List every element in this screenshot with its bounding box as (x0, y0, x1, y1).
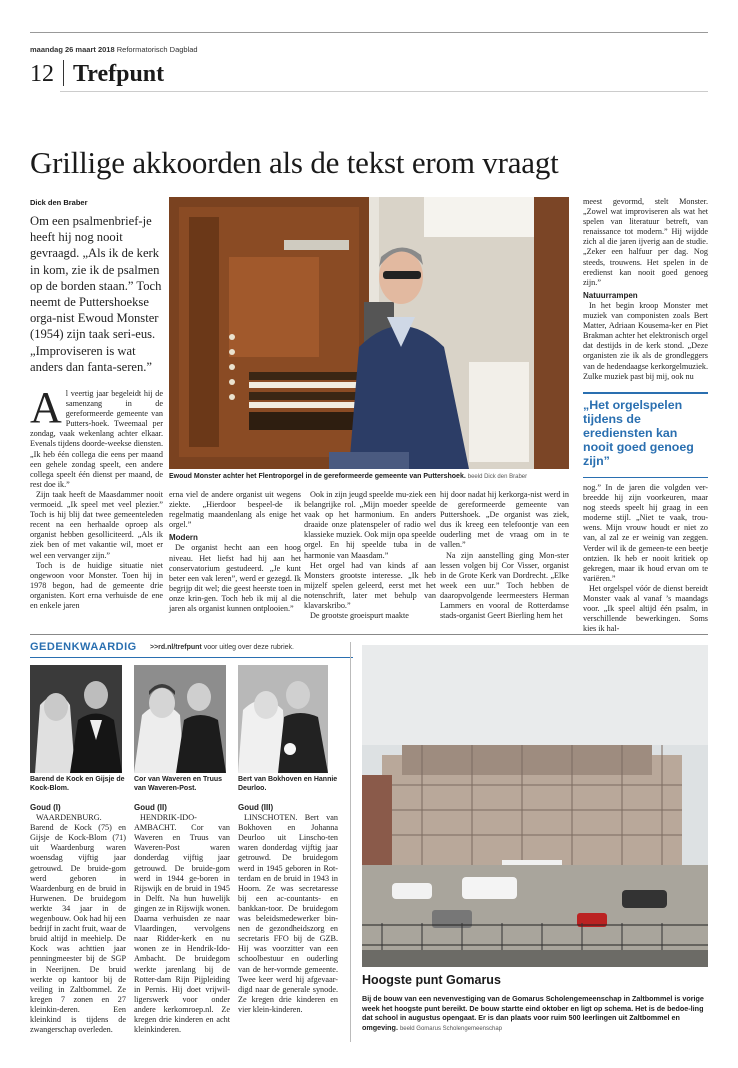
trefpunt-link-text: voor uitleg over deze rubriek. (203, 644, 294, 651)
gomarus-caption (362, 994, 708, 1034)
pullquote-box (583, 392, 708, 478)
page-number: 12 (30, 61, 54, 87)
col5-paragraph-3: nog.” In de jaren die volgden ver-breedde hij zijn voorkeuren, maar nog steeds speelt hij graag in een moderne stijl. „Niet te vaak, trou-wens. Mijn vrouw houdt er niet zo van, al zal ze er weinig van zeggen. Verder wil ik de gemeen-te een beetje ontzien. Ik heb er nooit kritiek op gekregen, maar ik houd ervan om te variëren.” (583, 483, 708, 583)
wedding-caption-1: Barend de Kock en Gijsje de Kock-Blom. (30, 776, 125, 792)
wedding-heading-1: Goud (I) (30, 803, 61, 812)
page-date-line (30, 45, 198, 54)
article-column-5-bottom (583, 483, 708, 634)
paper-name: Reformatorisch Dagblad (116, 45, 198, 54)
wedding-heading-3: Goud (III) (238, 803, 274, 812)
col1-paragraph-2: Zijn taak heeft de Maasdammer nooit vermoeid. „Ik speel met veel plezier.” Toch is hij blij dat twee gemeenteleden recent na een herhaalde oproep als organist hebben gesolliciteerd. „Als ik ziek ben of met vakantie wil, moet er wel een vervanger zijn.” (30, 489, 163, 560)
article-headline: Grillige akkoorden als de tekst erom vraagt (30, 145, 559, 180)
col5-paragraph-4: Het orgelspel vóór de dienst bereidt Monster vaak al vanaf ’s maandags voor. „Ik speel altijd één psalm, in verschillende bewerkingen. Soms kies ik hal- (583, 583, 708, 634)
col2-paragraph-1: erna viel de andere organist uit wegens ziekte. „Hierdoor bespeel-de ik regelmatig maandenlang als enige het orgel.” (169, 490, 301, 530)
wedding-caption-3: Bert van Bokhoven en Hannie Deurloo. (238, 776, 338, 792)
organ-photo (169, 197, 569, 469)
col5-paragraph-2: In het begin kroop Monster met muziek van componisten zoals Bert Matter, Adriaan Kousema-ker en Piet Brakman achter het elektronisch orgel dat destijds in de kerk stond. „Deze organisten zie ik als de grondleggers van de hedendaagse kerkorgelmuziek. Zulke muziek past bij mij, ook nu (583, 300, 708, 381)
col2-paragraph-2: De organist hecht aan een hoog niveau. Het liefst had hij aan het conservatorium gestudeerd. „Je kunt beter een vak leren”, werd er gezegd. Ik begrijp dit wel; die geest heerste toen in onze krin-gen. Toch heb ik mij al die jaren als organist kunnen ontplooien.” (169, 543, 301, 614)
gomarus-text: Bij de bouw van een nevenvestiging van de Gomarus Scholengemeenschap in Zaltbommel is vorige week het hoogste punt bereikt. De bouw startte eind oktober en ligt op schema. Het is de bedoe-ling dat school in augustus opengaat. Er is dan plaats voor ruim 500 leerlingen uit Zaltbommel en omgeving. (362, 994, 704, 1032)
col3-paragraph-2: Het orgel had van kinds af aan Monsters grootste interesse. „Ik heb mijzelf spelen geleerd, eerst met het notenschrift, later met behulp van klavarskribo.” (304, 560, 436, 611)
article-column-2 (169, 490, 301, 620)
wedding-text-3: LINSCHOTEN. Bert van Bokhoven en Johanna Deurloo uit Linscho-ten waren donderdag vijftig jaar getrouwd. De bruidegom werd in 1945 geboren in Rot-terdam en de bruid in 1943 in Hoorn. Ze was secretaresse bij een ac-countants- en bankkan-toor. De bruidegom was beleidsmedewerker bin-nen de gezondheidszorg en secretaris FFO bij de GZB. Hij was voorzitter van een schoolbestuur en ouderling van de her-vormde gemeente. Twee keer werd hij afgevaar-digd naar de generale synode. Ze kregen drie kinderen en vier klein-kinderen. (238, 813, 338, 1014)
wedding-item-1 (30, 800, 126, 1035)
photo-caption-line (169, 472, 569, 482)
photo-credit: beeld Dick den Braber (467, 474, 528, 480)
col1-first-paragraph: l veertig jaar begeleidt hij de samenzang in de gereformeerde gemeente van Putters-hoek. Tweemaal per zondag, vaak wekenlang achter elkaar. Evenals tijdens doorde-weekse diensten. „Ik heb één collega die eens per maand een gehele zondag speelt, een andere collega speelt één dienst per maand, de rest doe ik.” (30, 389, 163, 489)
col4-paragraph-1: hij door nadat hij kerkorga-nist werd in de gereformeerde gemeente van Puttershoek. „De organist was ziek, dus ik kreeg een telefoontje van een ouderling met de vraag om in te vallen.” (440, 490, 569, 550)
construction-photo (362, 645, 708, 967)
wedding-photo-2 (134, 665, 226, 773)
col1-paragraph-3: Toch is de huidige situatie niet ongewoon voor Monster. Toen hij in 1978 begon, had de gemeente drie organisten. Kort erna verhuisde de ene en enkele jaren (30, 560, 163, 610)
wedding-item-3 (238, 800, 338, 1035)
wedding-item-2 (134, 800, 230, 1035)
pullquote: „Het orgelspelen tijdens de erediensten kan nooit goed genoeg zijn” (583, 398, 694, 468)
trefpunt-link[interactable]: >>rd.nl/trefpunt (150, 644, 202, 651)
col5-paragraph-1: meest gevormd, stelt Monster. „Zowel wat improviseren als wat het spelen van literatuur betreft, van renaissance tot modern.” Hij wijdde zich al die jaren ijverig aan de studie. „Zeker een halfuur per dag. Nog steeds, trouwens. Het spelen in de eredienst kan nooit goed genoeg zijn.” (583, 197, 708, 287)
gomarus-credit: beeld Gomarus Scholengemeenschap (399, 1025, 503, 1032)
wedding-heading-2: Goud (II) (134, 803, 167, 812)
wedding-text-1: WAARDENBURG. Barend de Kock (75) en Gijsje de Kock-Blom (71) uit Waardenburg waren woensdag vijftig jaar getrouwd. De bruide-gom werd geboren in Waardenburg en de bruid in Hurwenen. De bruidegom werkte 34 jaar in de wegenbouw. Ook had hij een bedrijf in zacht fruit, waar de bruid altijd in meehielp. De Kock was achttien jaar penningmeester bij de SGP in Neerijnen. De bruid werkte op kantoor bij de veiling in Zaltbommel. Ze kregen 7 zonen en 27 kleinkin-deren. Een kleinkind is tijdens de zwangerschap overleden. (30, 813, 126, 1035)
byline: Dick den Braber (30, 198, 88, 207)
gedenkwaardig-link-line (150, 644, 294, 651)
col3-paragraph-3: De grootste groeispurt maakte (310, 611, 409, 621)
subhead-modern: Modern (169, 533, 198, 543)
article-column-5-top (583, 197, 708, 387)
gedenkwaardig-label: GEDENKWAARDIG (30, 641, 137, 653)
gomarus-headline: Hoogste punt Gomarus (362, 973, 501, 987)
article-column-1 (30, 383, 163, 619)
wedding-photo-1 (30, 665, 122, 773)
wedding-text-2: HENDRIK-IDO-AMBACHT. Cor van Waveren en Truus van Waveren-Post waren donderdag vijftig jaar getrouwd. De bruide-gom werd in 1944 ge-boren in Rijswijk en de bruid in 1945 in Delft. Na hun huwelijk gingen ze in Rijswijk wonen. Daarna verhuisden ze naar Vlaardingen, vervolgens naar Ridder-kerk en nu wonen ze in Hendrik-Ido-Ambacht. De bruidegom werkte jarenlang bij de Rotter-dam Rijn Pijpleiding in Pernis. Hij doet vrijwil-ligerswerk voor onder andere kerkomroep.nl. Ze kregen drie kinderen en acht kleinkinderen. (134, 813, 230, 1035)
wedding-photo-3 (238, 665, 328, 773)
col3-paragraph-1: Ook in zijn jeugd speelde mu-ziek een belangrijke rol. „Mijn moeder speelde vaak op het harmonium. En anders draaide onze platenspeler of radio wel klassieke muziek. Ook mijn opa speelde orgel. En hij speelde tuba in de harmonie van Maasdam.” (304, 490, 436, 560)
section-title: Trefpunt (73, 61, 165, 87)
dropcap: A (30, 383, 62, 432)
subhead-natuurrampen: Natuurrampen (583, 290, 638, 300)
photo-caption: Ewoud Monster achter het Flentropοrgel in de gereformeerde gemeente van Puttershoek. (169, 473, 466, 480)
article-column-4 (440, 490, 569, 620)
article-lead: Om een psalmenbrief-je heeft hij nog nooit gevraagd. „Als ik de kerk in kom, zie ik de psalmen op de borden staan.” Toch neemt de Puttershoekse orga-nist Ewoud Monster (1954) zijn taak seri-eus. „Improviseren is wat anders dan fanta-seren.” (30, 214, 162, 374)
article-column-3 (304, 490, 436, 620)
section-header (30, 60, 164, 88)
page-date: maandag 26 maart 2018 (30, 45, 115, 54)
wedding-caption-2: Cor van Waveren en Truus van Waveren-Post. (134, 776, 223, 792)
col4-paragraph-2: Na zijn aanstelling ging Mon-ster lessen volgen bij Cor Visser, organist in de Grote Kerk van Dordrecht. „Elke week een uur.” Toch hebben de daaropvolgende leermeesters Herman Lammers en vooral de Rotterdamse stads-organist Geert Bierling hem het (440, 550, 569, 621)
section-divider (350, 642, 351, 1042)
header-divider (63, 60, 64, 86)
